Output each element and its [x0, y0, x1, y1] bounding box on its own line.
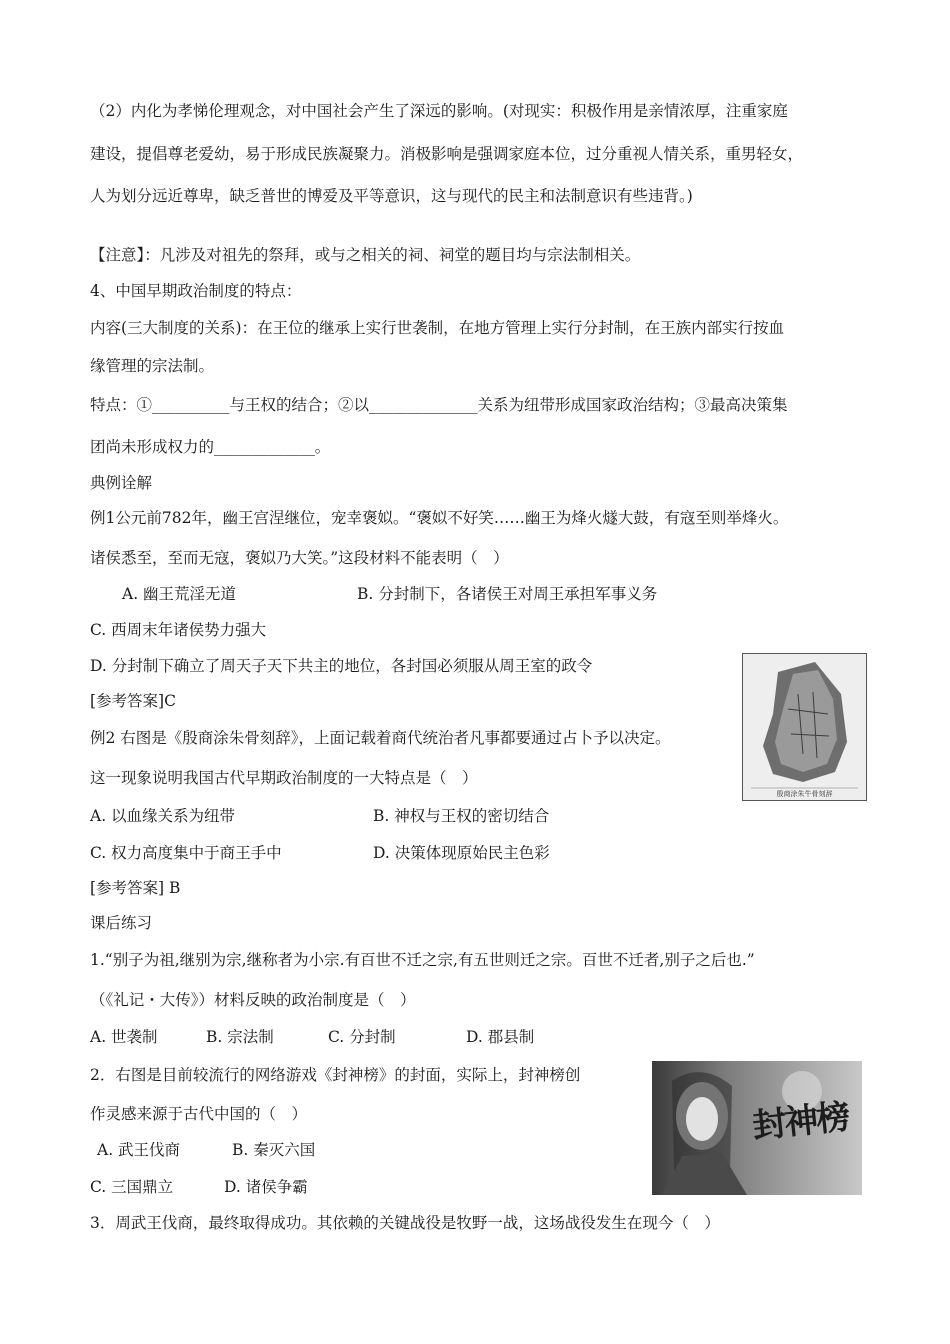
image-caption: 殷商涂朱牛骨刻辞: [776, 790, 833, 798]
answer-line: [参考答案] B: [90, 879, 181, 897]
option-c: C. 分封制: [328, 1028, 396, 1046]
exercise-question: 2．右图是目前较流行的网络游戏《封神榜》的封面，实际上，封神榜创: [90, 1066, 581, 1084]
text-line: 内容(三大制度的关系)：在王位的继承上实行世袭制，在地方管理上实行分封制，在王族内部实行按血: [90, 319, 785, 337]
exercise-question: 1.“别子为祖,继别为宗,继称者为小宗.有百世不迁之宗,有五世则迁之宗。百世不迁者,别子之后也.”: [90, 951, 755, 969]
example-question: 这一现象说明我国古代早期政治制度的一大特点是（ ）: [90, 769, 478, 787]
exercise-question: 作灵感来源于古代中国的（ ）: [90, 1105, 308, 1123]
option-b: B. 宗法制: [206, 1028, 274, 1046]
text-line: 缘管理的宗法制。: [90, 357, 215, 375]
option-d: D. 诸侯争霸: [224, 1178, 308, 1196]
option-c: C. 西周末年诸侯势力强大: [90, 621, 267, 639]
option-a: A. 世袭制: [90, 1028, 158, 1046]
subsection-heading: 课后练习: [90, 914, 153, 932]
game-cover-image: [652, 1061, 862, 1195]
answer-line: [参考答案]C: [90, 692, 176, 710]
note-line: 【注意】：凡涉及对祖先的祭拜，或与之相关的祠、祠堂的题目均与宗法制相关。: [90, 246, 641, 264]
oracle-bone-image: [742, 653, 867, 801]
example-question: 例2 右图是《殷商涂朱骨刻辞》，上面记载着商代统治者凡事都要通过占卜予以决定。: [90, 729, 671, 747]
option-b: B. 分封制下，各诸侯王对周王承担军事义务: [357, 585, 658, 603]
option-a: A. 武王伐商: [97, 1141, 181, 1159]
option-b: B. 神权与王权的密切结合: [373, 807, 550, 825]
option-c: C. 三国鼎立: [90, 1178, 174, 1196]
example-question: 例1公元前782年，幽王宫涅继位，宠幸褒姒。“褒姒不好笑……幽王为烽火燧大鼓，有寇至则举烽火。: [90, 509, 789, 527]
text-line: 人为划分远近尊卑，缺乏普世的博爱及平等意识，这与现代的民主和法制意识有些违背。): [90, 187, 693, 205]
exercise-question: （《礼记・大传》）材料反映的政治制度是（ ）: [90, 991, 416, 1009]
text-line: 建设，提倡尊老爱幼，易于形成民族凝聚力。消极影响是强调家庭本位，过分重视人情关系，重男轻女，: [90, 145, 804, 163]
example-question: 诸侯悉至，至而无寇，褒姒乃大笑。”这段材料不能表明（ ）: [90, 549, 509, 567]
option-d: D. 决策体现原始民主色彩: [373, 844, 550, 862]
section-heading: 4、中国早期政治制度的特点：: [90, 282, 302, 300]
fill-blank-line: 特点：①__________与王权的结合；②以______________关系为纽带形成国家政治结构；③最高决策集: [90, 396, 788, 414]
option-d: D. 分封制下确立了周天子天下共主的地位，各封国必须服从周王室的政令: [90, 657, 593, 675]
fill-blank-line: 团尚未形成权力的_____________。: [90, 438, 331, 456]
option-a: A. 以血缘关系为纽带: [90, 807, 236, 825]
exercise-question: 3．周武王伐商，最终取得成功。其依赖的关键战役是牧野一战，这场战役发生在现今（ ）: [90, 1214, 720, 1232]
option-d: D. 郡县制: [466, 1028, 535, 1046]
text-line: （2）内化为孝悌伦理观念，对中国社会产生了深远的影响。(对现实：积极作用是亲情浓厚，注重家庭: [90, 102, 788, 120]
option-a: A. 幽王荒淫无道: [122, 585, 237, 603]
option-c: C. 权力高度集中于商王手中: [90, 844, 282, 862]
option-b: B. 秦灭六国: [232, 1141, 316, 1159]
game-title-text: 封神榜: [750, 1096, 851, 1147]
subsection-heading: 典例诠解: [90, 474, 153, 492]
oracle-bone-illustration: [743, 654, 866, 800]
